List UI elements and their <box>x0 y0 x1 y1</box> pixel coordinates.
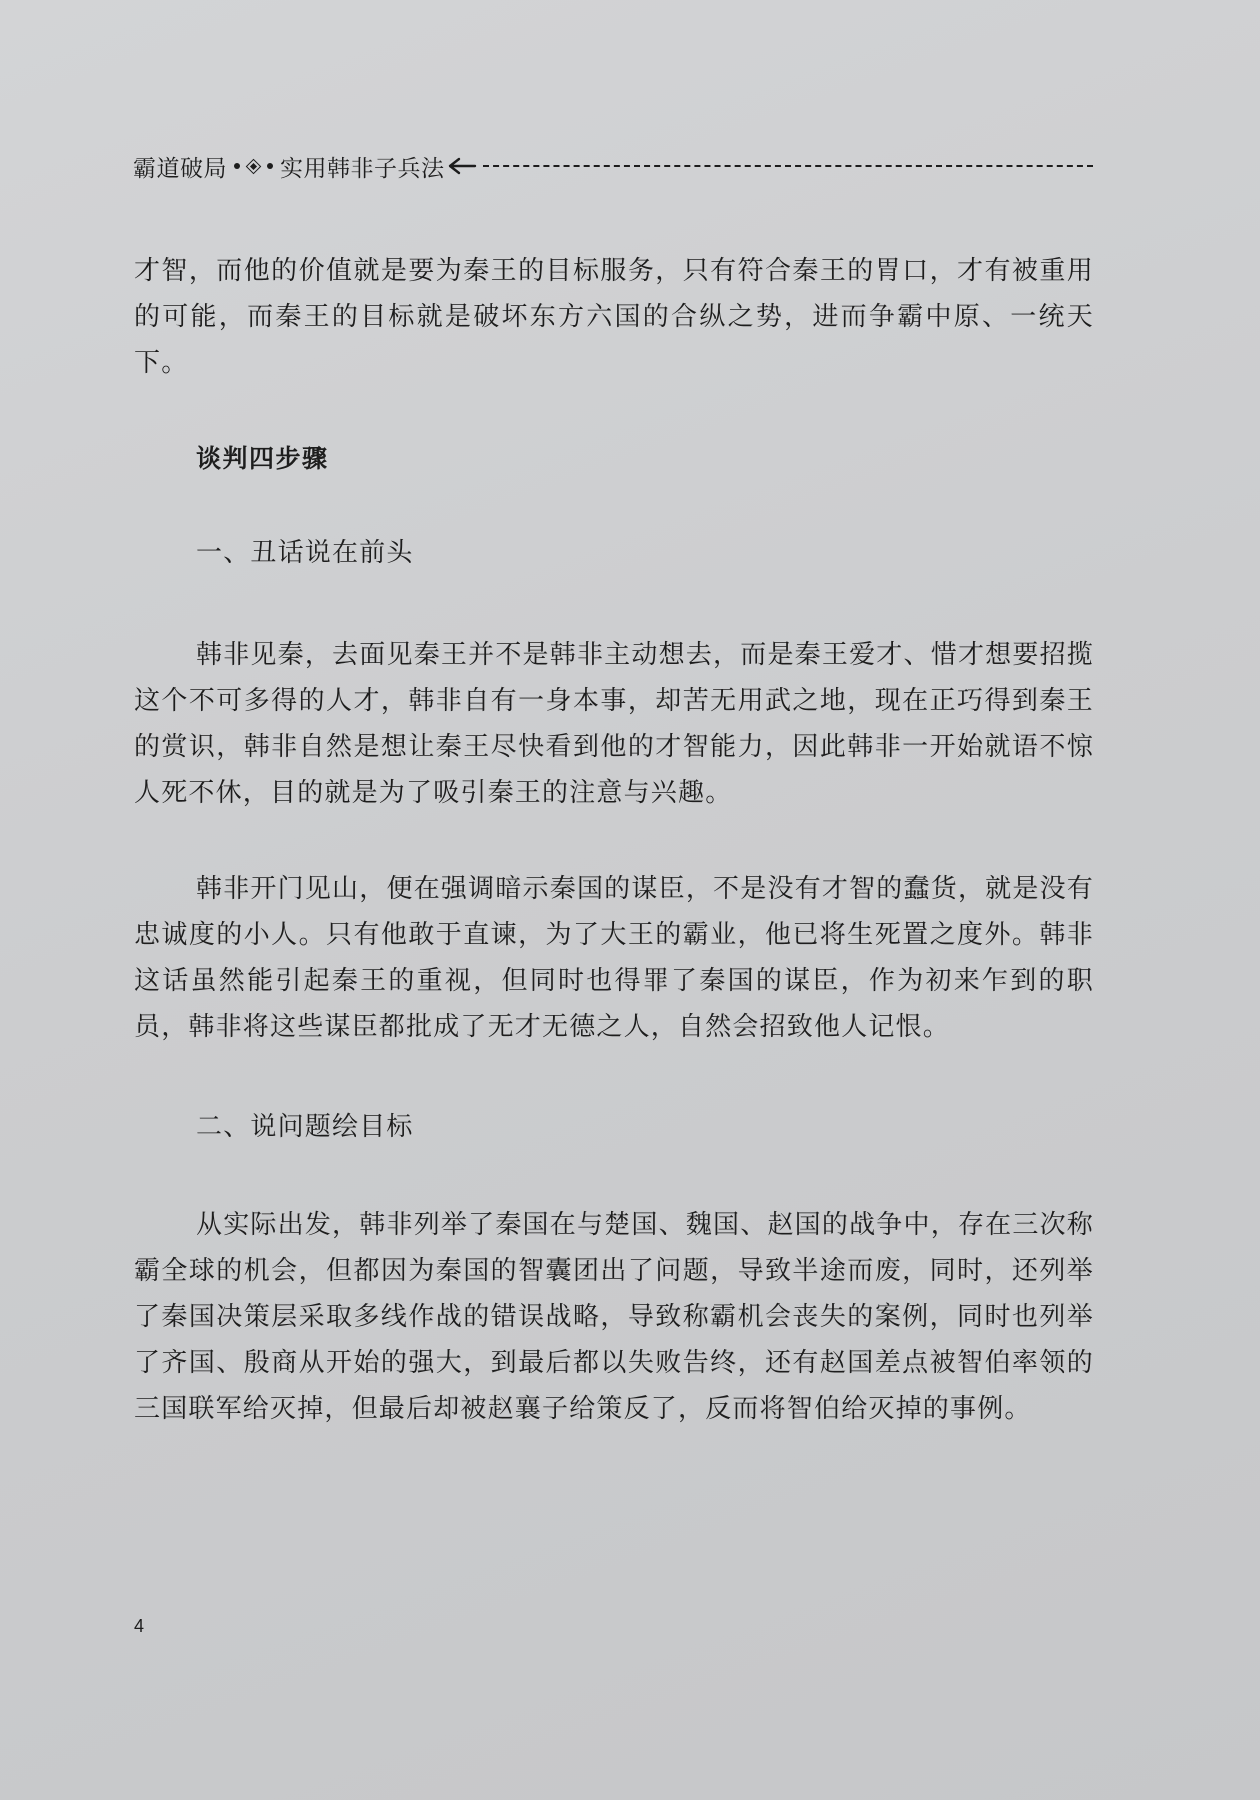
header-book-title: 霸道破局 <box>133 155 227 182</box>
dot-ornament <box>267 163 273 169</box>
dot-ornament <box>234 163 240 169</box>
diamond-ornament <box>246 158 262 174</box>
step1-heading: 一、丑话说在前头 <box>196 538 414 568</box>
paragraph-intro: 才智，而他的价值就是要为秦王的目标服务，只有符合秦王的胃口，才有被重用的可能，而秦王的目标就是破坏东方六国的合纵之势，进而争霸中原、一统天下。 <box>134 256 1094 378</box>
step1-paragraph-1: 韩非见秦，去面见秦王并不是韩非主动想去，而是秦王爱才、惜才想要招揽这个不可多得的人才，韩非自有一身本事，却苦无用武之地，现在正巧得到秦王的赏识，韩非自然是想让秦王尽快看到他的才智能力，因此韩非一开始就语不惊人死不休，目的就是为了吸引秦王的注意与兴趣。 <box>134 640 1094 808</box>
body-text <box>134 248 1094 1432</box>
header-dashed-rule <box>483 165 1094 167</box>
step2-heading: 二、说问题绘目标 <box>196 1112 414 1142</box>
header-ornament <box>231 161 276 172</box>
page-number: 4 <box>134 1616 145 1636</box>
running-header <box>133 146 1093 186</box>
header-book-subtitle: 实用韩非子兵法 <box>280 155 445 182</box>
arrow-left-icon <box>447 156 477 176</box>
step1-paragraph-2: 韩非开门见山，便在强调暗示秦国的谋臣，不是没有才智的蠢货，就是没有忠诚度的小人。只有他敢于直谏，为了大王的霸业，他已将生死置之度外。韩非这话虽然能引起秦王的重视，但同时也得罪了秦国的谋臣，作为初来乍到的职员，韩非将这些谋臣都批成了无才无德之人，自然会招致他人记恨。 <box>134 874 1094 1042</box>
section-heading: 谈判四步骤 <box>196 444 329 473</box>
step2-paragraph-1: 从实际出发，韩非列举了秦国在与楚国、魏国、赵国的战争中，存在三次称霸全球的机会，但都因为秦国的智囊团出了问题，导致半途而废，同时，还列举了秦国决策层采取多线作战的错误战略，导致称霸机会丧失的案例，同时也列举了齐国、殷商从开始的强大，到最后都以失败告终，还有赵国差点被智伯率领的三国联军给灭掉，但最后却被赵襄子给策反了，反而将智伯给灭掉的事例。 <box>134 1210 1094 1424</box>
